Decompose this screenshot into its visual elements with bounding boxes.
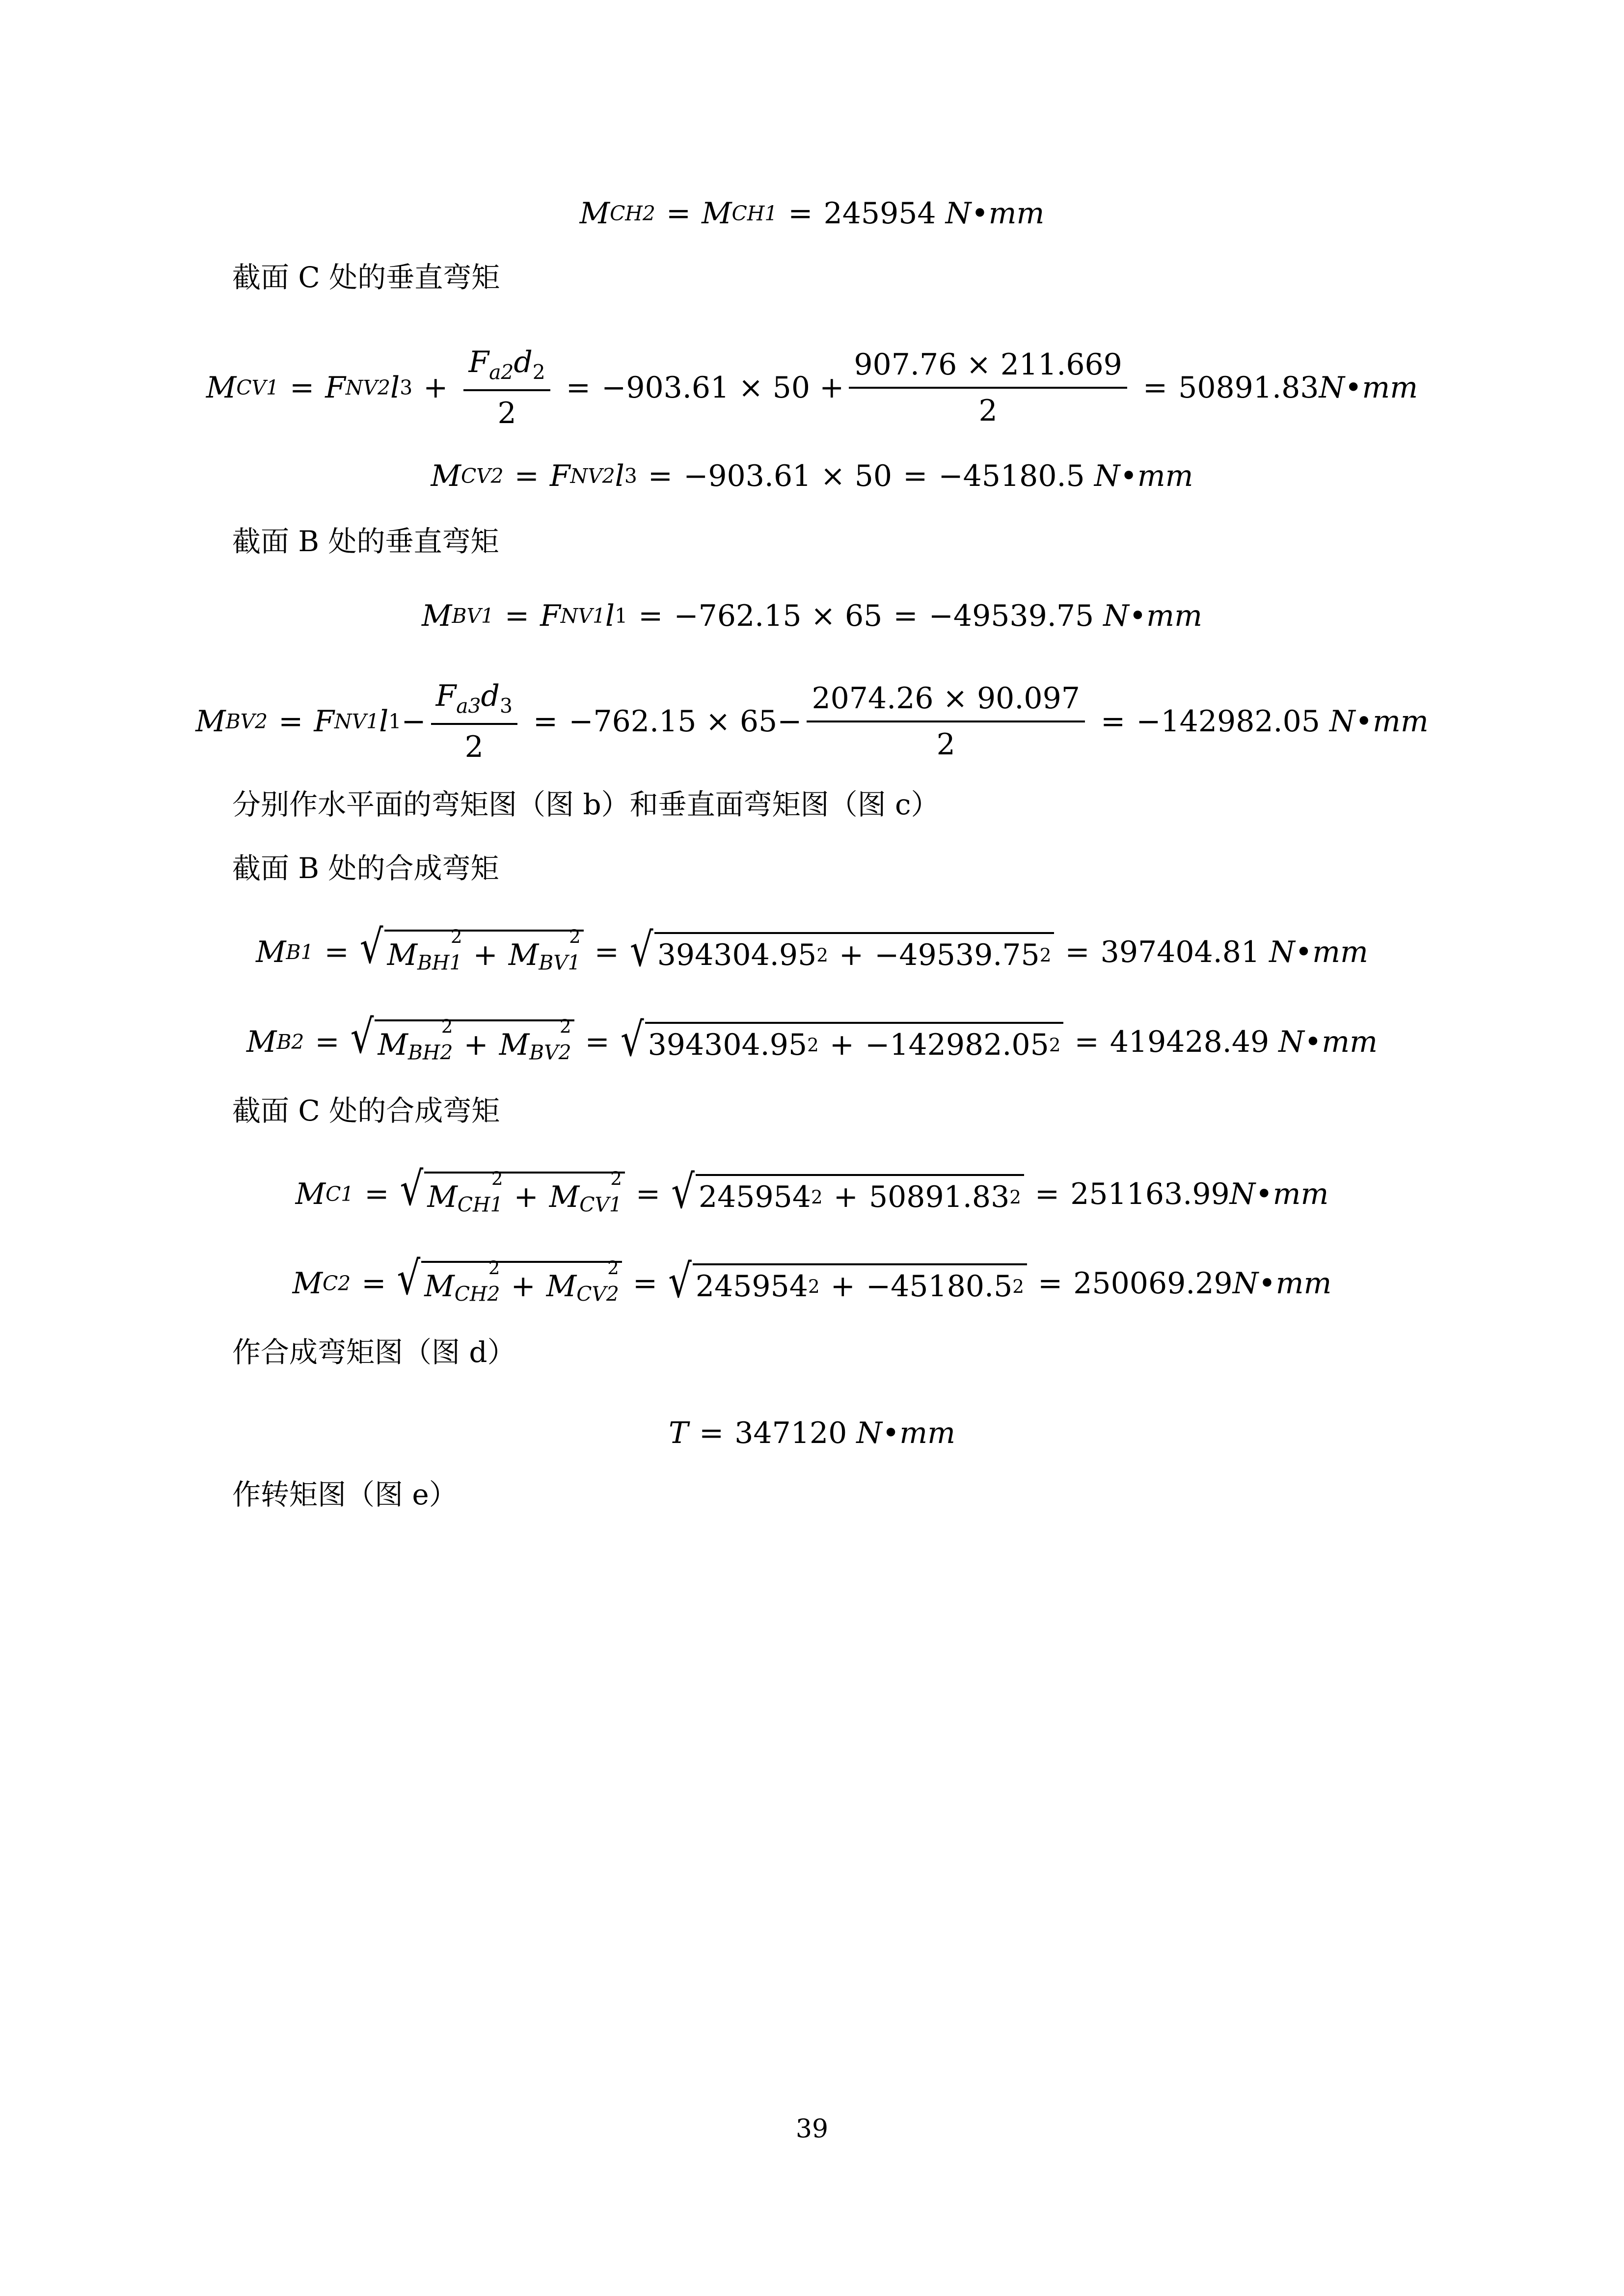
result: −142982.05 [1136,704,1320,739]
sub: CV2 [460,464,504,488]
text-diagrams: 分别作水平面的弯矩图（图 b）和垂直面弯矩图（图 c） [232,788,940,821]
fraction [849,347,1127,428]
sub: CH1 [457,1193,503,1217]
sub: CV1 [236,376,279,400]
sub: CV1 [579,1193,622,1217]
sqrt: √ 245954 2 + −45180.5 2 [668,1263,1027,1304]
value: 347120 [734,1416,847,1450]
expression: −762.15 × 65 [674,599,883,633]
term-b: 50891.83 [868,1180,1010,1214]
sub: CH2 [454,1282,500,1306]
unit: N•mm [1232,1266,1332,1301]
unit: N•mm [1103,599,1202,633]
sub-rhs: CH1 [731,202,778,225]
fraction: $\frac{F_{a3}d_3}{2}$ [431,679,517,764]
denominator: 2 [497,396,516,430]
term-a: 394304.95 [657,938,817,972]
heading-b-vertical: 截面 B 处的垂直弯矩 [232,525,499,558]
sub: 1 [388,710,402,733]
equation-mbv2: M BV2 = F NV1 l 1 − $\frac{F_{a3}d_3}{2}$ = −762.15 × 65− $\frac{2074.26 \times 90.097}{2}$ = −142982.05 N•mm [195,679,1429,764]
sqrt: √ M 2 $_{BH2}$ + M 2 $_{BV2}$ [351,1019,574,1064]
unit: N•mm [1269,935,1368,969]
term-b: −45180.5 [866,1269,1013,1304]
denominator: 2 [464,729,484,764]
equation-mcv1: M CV1 = F NV2 l 3 + $\frac{F_{a2}d_2}{2}$ = −903.61 × 50 + $\frac{907.76 \times 211.669}{2}$ = 50891.83 N•mm [206,345,1418,430]
heading-c-vertical: 截面 C 处的垂直弯矩 [232,261,500,294]
numerator: 2074.26 × 90.097 [812,681,1080,716]
equation-mc2: M C2 = √ M 2 $_{CH2}$ + M 2 $_{CV2}$ = √ 245954 2 + −45180.5 2 = 250069.29 N•mm [292,1251,1332,1308]
sub-lhs: CH2 [610,202,655,225]
sub: 3 [624,464,637,488]
term-a: 245954 [698,1180,811,1214]
result: 50891.83 [1178,371,1319,405]
fraction: $\frac{F_{a2}d_2}{2}$ [463,345,550,430]
numerator: 907.76 × 211.669 [854,347,1122,382]
sqrt: √ 394304.95 2 + −142982.05 2 [621,1022,1064,1062]
equation-mbv1: M BV1 = F NV1 l 1 = −762.15 × 65 = −49539.75 N•mm [422,599,1202,633]
sub: C2 [323,1272,351,1295]
sqrt: √ 245954 2 + 50891.83 2 [671,1174,1024,1214]
equation-mb2: M B2 = √ M 2 $_{BH2}$ + M 2 $_{BV2}$ = √ 394304.95 2 + −142982.05 2 = 419428.49 N•mm [246,1010,1378,1067]
sub: BV1 [539,951,581,975]
sub: NV2 [570,464,615,488]
page-number: 39 [795,2114,829,2144]
equation-mc1: M C1 = √ M 2 $_{CH1}$ + M 2 $_{CV1}$ = √ 245954 2 + 50891.83 2 = 251163.99 N•mm [295,1162,1329,1219]
text-combined-diagram: 作合成弯矩图（图 d） [232,1335,516,1369]
sub: 3 [499,694,513,718]
sqrt: √ M 2 $_{BH1}$ + M 2 $_{BV1}$ [360,930,584,974]
result: 250069.29 [1073,1266,1233,1301]
denominator: 2 [936,727,955,762]
term-b: −142982.05 [865,1028,1049,1062]
unit: N•mm [1329,704,1429,739]
heading-c-combined: 截面 C 处的合成弯矩 [232,1094,500,1127]
result: −45180.5 [938,459,1085,493]
sub: 2 [532,360,545,384]
expression: −903.61 × 50 + [601,371,844,405]
unit: N•mm [1094,459,1193,493]
sub: NV1 [334,710,379,733]
sub: NV2 [345,376,390,400]
result: 397404.81 [1100,935,1260,969]
equation-mb1: M B1 = √ M 2 $_{BH1}$ + M 2 $_{BV1}$ = √ 394304.95 2 + −49539.75 2 = 397404.81 N•mm [256,920,1368,977]
sub: a2 [489,360,514,384]
term-a: 394304.95 [648,1028,808,1062]
equation-torque: T = 347120 N•mm [668,1416,956,1450]
sub: BH2 [407,1041,453,1065]
denominator: 2 [978,394,998,428]
sub: 1 [615,604,628,628]
sub: B1 [286,940,314,964]
term-a: 245954 [695,1269,808,1304]
sub: C1 [325,1182,354,1206]
sqrt: √ 394304.95 2 + −49539.75 2 [630,932,1054,972]
value: 245954 [823,196,936,231]
unit: N•mm [1229,1177,1329,1211]
unit: N•mm [945,196,1045,231]
sqrt: √ M 2 $_{CH1}$ + M 2 $_{CV1}$ [400,1172,625,1216]
unit: N•mm [1278,1025,1378,1059]
sub: BV2 [529,1041,571,1065]
sub: BV2 [225,710,268,733]
expression: −903.61 × 50 [683,459,893,493]
result: 251163.99 [1070,1177,1230,1211]
unit: N•mm [856,1416,956,1450]
sub: CV2 [576,1282,619,1306]
sub: B2 [276,1030,304,1054]
sub: NV1 [560,604,605,628]
sub: 3 [400,376,413,400]
unit: N•mm [1319,371,1418,405]
heading-b-combined: 截面 B 处的合成弯矩 [232,852,499,885]
sub: BV1 [452,604,494,628]
expression: −762.15 × 65− [568,704,802,739]
sqrt: √ M 2 $_{CH2}$ + M 2 $_{CV2}$ [397,1261,622,1306]
sub: BH1 [417,951,462,975]
fraction [807,681,1084,762]
text-torque-diagram: 作转矩图（图 e） [232,1478,458,1511]
term-b: −49539.75 [874,938,1040,972]
result: −49539.75 [928,599,1094,633]
equation-mcv2: M CV2 = F NV2 l 3 = −903.61 × 50 = −45180.5 N•mm [431,459,1193,493]
result: 419428.49 [1110,1025,1270,1059]
sub: a3 [456,694,481,718]
equation-mch2: M CH2 = M CH1 = 245954 N•mm [579,196,1045,231]
